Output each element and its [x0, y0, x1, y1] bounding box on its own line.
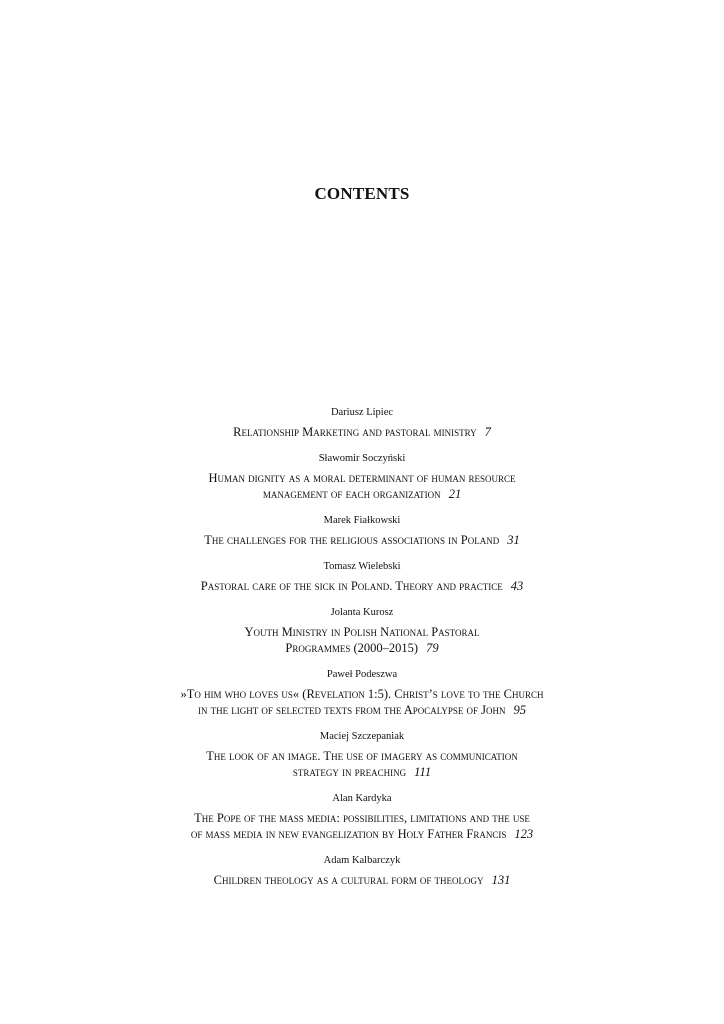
toc-entry [0, 560, 724, 594]
table-of-contents [0, 406, 724, 900]
entry-page-number: 123 [514, 827, 534, 841]
entry-title-line: The challenges for the religious associations in Poland 31 [204, 533, 520, 547]
entry-author: Maciej Szczepaniak [319, 731, 405, 742]
toc-entry [0, 730, 724, 780]
entry-title-line: management of each organization 21 [262, 487, 462, 501]
entry-page-number: 79 [426, 641, 439, 655]
entry-title-line: Youth Ministry in Polish National Pastoral [244, 625, 480, 639]
entry-title [0, 872, 724, 888]
entry-page-number: 31 [507, 533, 520, 547]
page-title: CONTENTS [314, 184, 410, 203]
entry-page-number: 131 [491, 873, 511, 887]
entry-page-number: 111 [414, 765, 432, 779]
entry-title-line: Programmes (2000–2015) 79 [285, 641, 439, 655]
entry-title [0, 810, 724, 842]
entry-page-number: 95 [513, 703, 527, 717]
entry-title-line: »To him who loves us« (Revelation 1:5). Christ’s love to the Church [180, 687, 544, 701]
toc-entry [0, 668, 724, 718]
entry-title-line: of mass media in new evangelization by Holy Father Francis 123 [190, 827, 534, 841]
toc-entry [0, 452, 724, 502]
entry-title [0, 748, 724, 780]
entry-author: Tomasz Wielebski [323, 561, 401, 572]
entry-author: Adam Kalbarczyk [323, 855, 401, 866]
entry-title-line: strategy in preaching 111 [292, 765, 432, 779]
toc-entry [0, 406, 724, 440]
entry-author: Jolanta Kurosz [330, 607, 394, 618]
entry-page-number: 7 [484, 425, 491, 439]
entry-title-line: The look of an image. The use of imagery as communication [206, 749, 518, 763]
toc-entry [0, 606, 724, 656]
entry-title [0, 578, 724, 594]
entry-title [0, 470, 724, 502]
entry-title [0, 532, 724, 548]
entry-page-number: 43 [510, 579, 524, 593]
entry-title [0, 424, 724, 440]
entry-author: Sławomir Soczyński [318, 453, 406, 464]
entry-title-line: Children theology as a cultural form of theology 131 [213, 873, 511, 887]
entry-author: Dariusz Lipiec [330, 407, 394, 418]
entry-page-number: 21 [448, 487, 462, 501]
entry-title-line: Relationship Marketing and pastoral ministry 7 [233, 425, 491, 439]
entry-author: Marek Fiałkowski [323, 515, 401, 526]
toc-entry [0, 792, 724, 842]
entry-title [0, 686, 724, 718]
entry-title [0, 624, 724, 656]
entry-title-line: Human dignity as a moral determinant of human resource [208, 471, 516, 485]
toc-entry [0, 514, 724, 548]
toc-entry [0, 854, 724, 888]
entry-author: Paweł Podeszwa [326, 669, 398, 680]
entry-title-line: Pastoral care of the sick in Poland. Theory and practice 43 [200, 579, 524, 593]
entry-title-line: in the light of selected texts from the Apocalypse of John 95 [197, 703, 527, 717]
entry-author: Alan Kardyka [332, 793, 392, 804]
entry-title-line: The Pope of the mass media: possibilities, limitations and the use [194, 811, 530, 825]
